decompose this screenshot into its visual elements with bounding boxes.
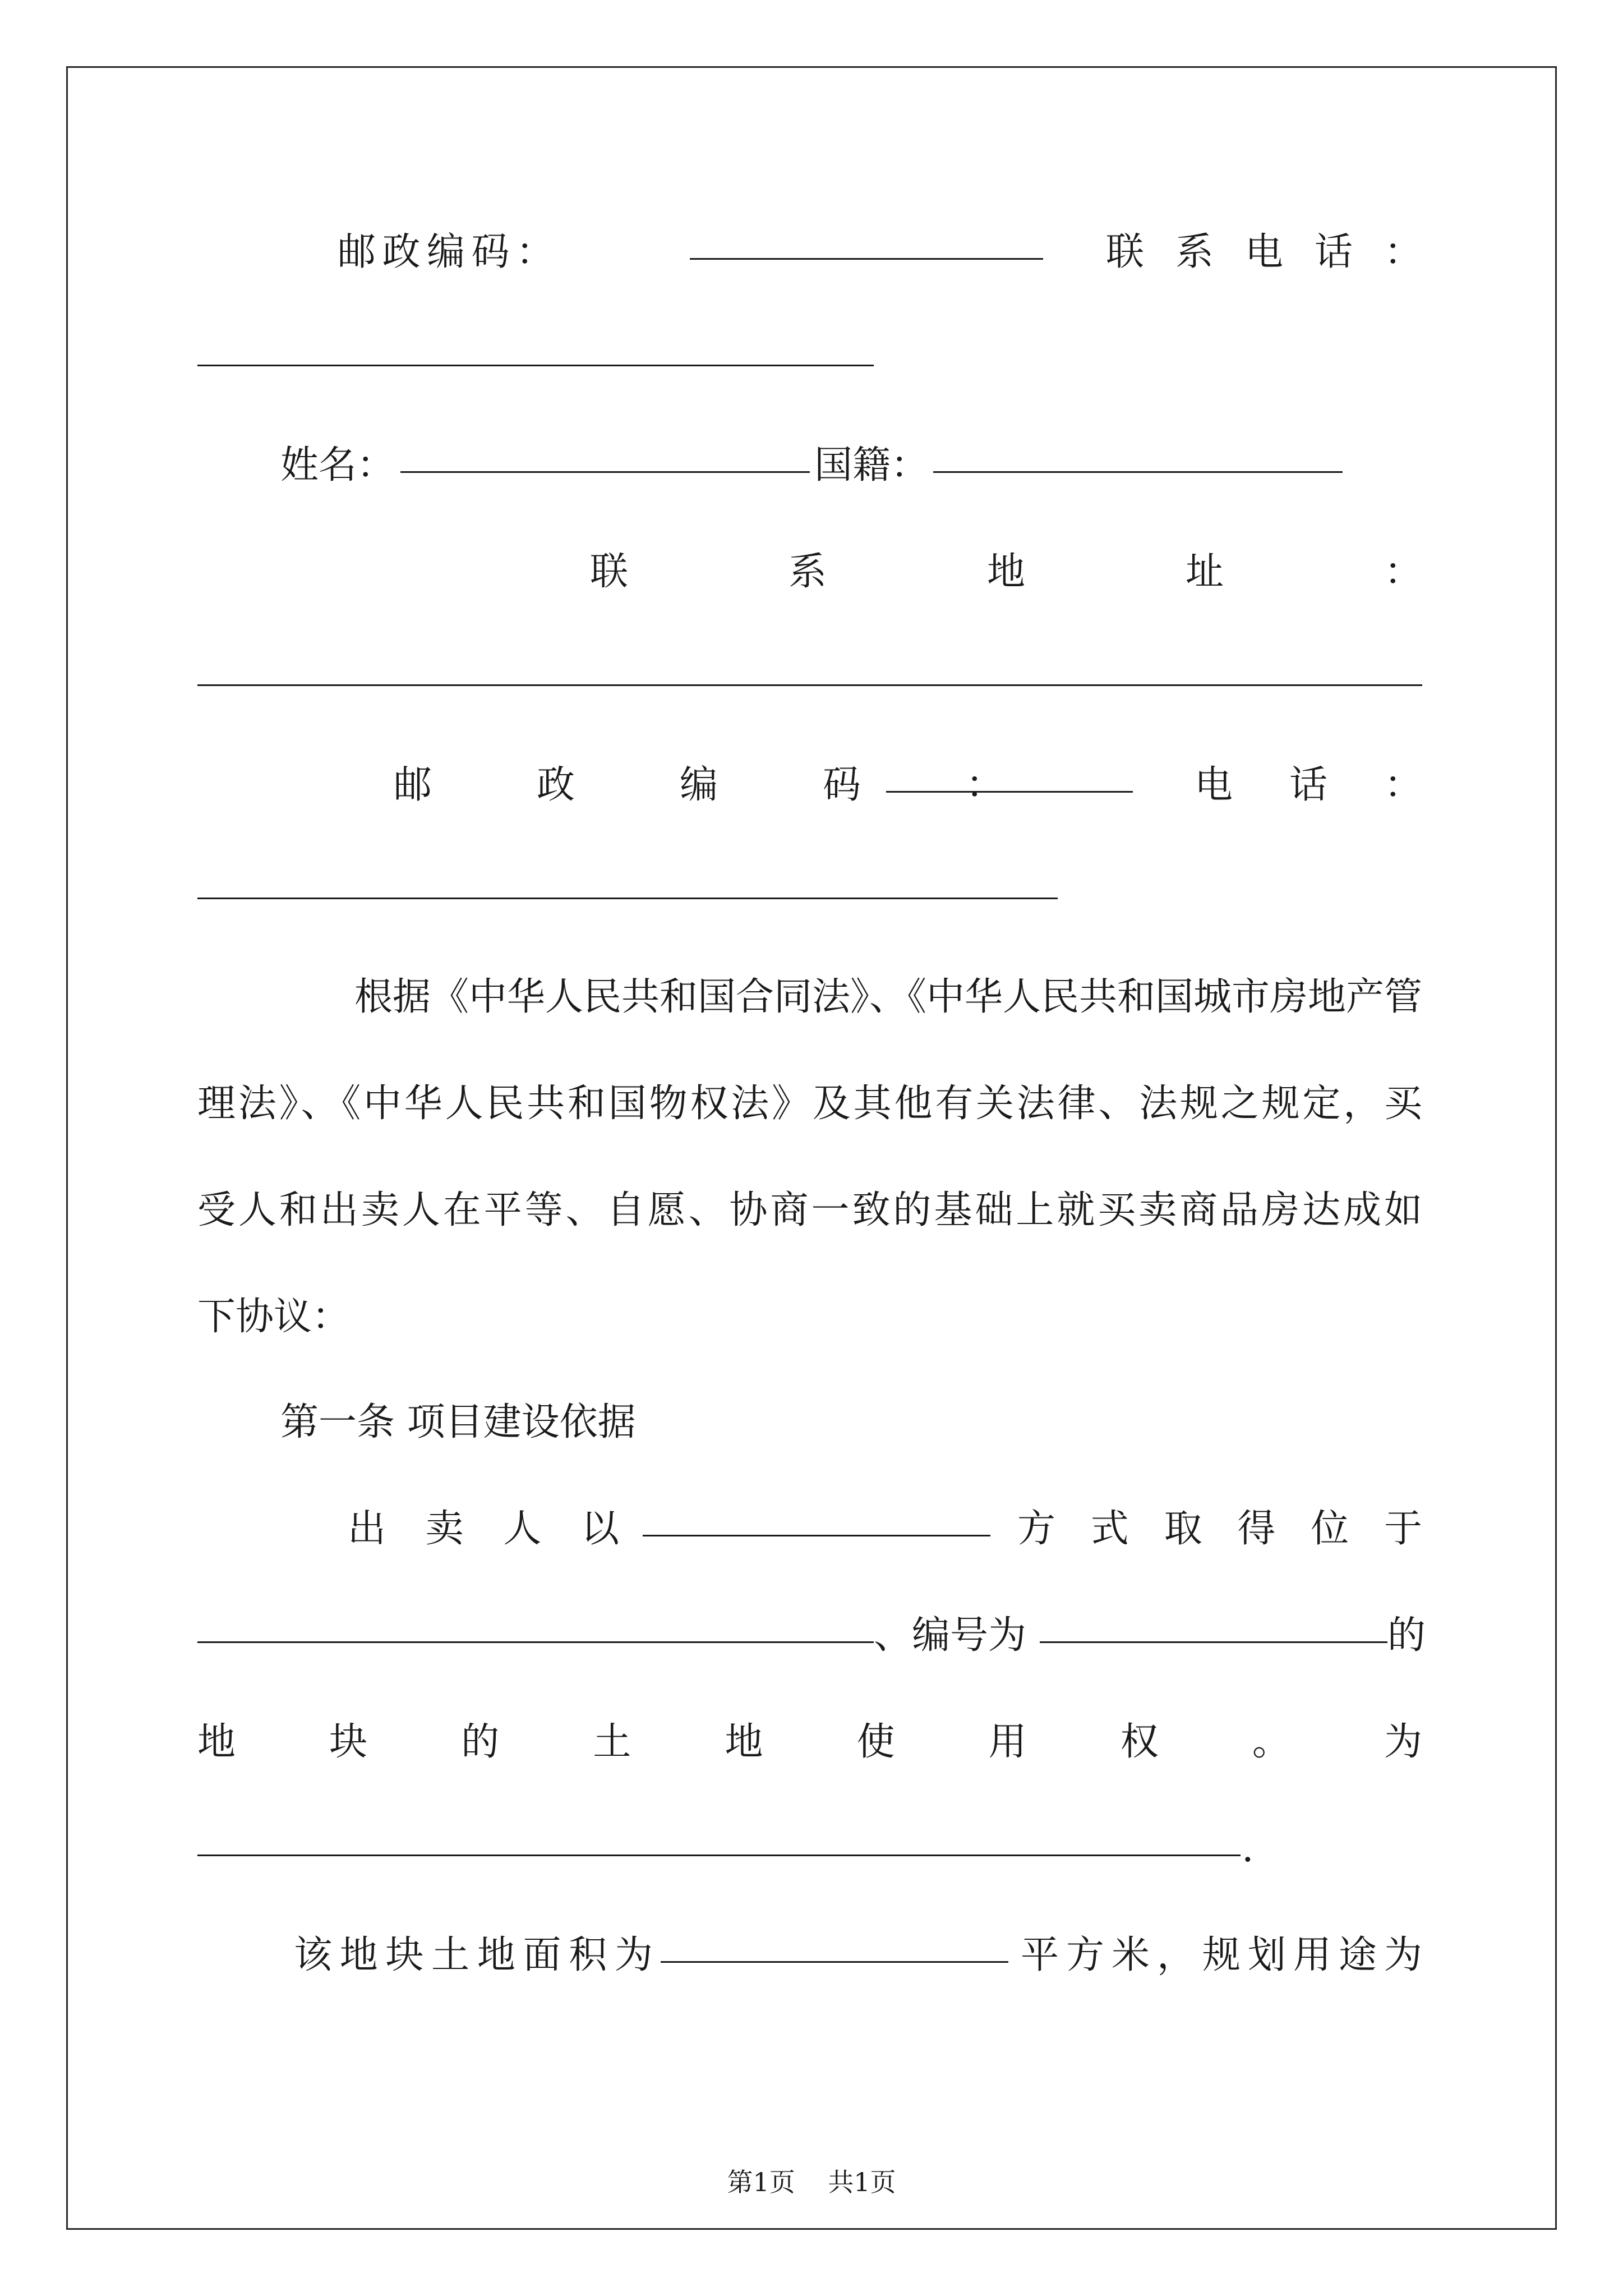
buyer-nationality-label: 国籍： bbox=[814, 443, 929, 487]
article-1-line-3: 地 块 的 土 地 使 用 权 。 为 bbox=[197, 1720, 1422, 1764]
period-char: . bbox=[1242, 1826, 1254, 1871]
preamble-line-1: 根据《中华人民共和国合同法》、《中华人民共和国城市房地产管 bbox=[354, 975, 1422, 1019]
seller-contact-line bbox=[197, 224, 1422, 280]
seller-prefix: 出 卖 人 以 bbox=[348, 1507, 619, 1551]
buyer-name-line bbox=[197, 438, 1422, 494]
buyer-address-label-line bbox=[197, 544, 1422, 600]
buyer-contact-line bbox=[197, 757, 1422, 813]
page-number-footer: 第1页 共1页 bbox=[727, 2167, 896, 2197]
area-suffix: 平 方 米 ， 规 划 用 途 为 bbox=[1021, 1933, 1422, 1977]
seller-postal-code-label: 邮 政 编 码 ： bbox=[338, 230, 554, 274]
land-area-field[interactable] bbox=[661, 1927, 1008, 1963]
project-name-field[interactable] bbox=[197, 1821, 1241, 1856]
buyer-nationality-field[interactable] bbox=[933, 438, 1343, 473]
acquisition-method-field[interactable] bbox=[643, 1501, 990, 1536]
method-suffix: 方 式 取 得 位 于 bbox=[1017, 1507, 1422, 1551]
buyer-postal-code-label: 邮 政 编 码 ： bbox=[394, 763, 1004, 807]
buyer-address-field[interactable] bbox=[197, 651, 1422, 686]
article-1-line-4 bbox=[197, 1821, 1422, 1877]
seller-phone-field-line bbox=[197, 331, 1422, 387]
buyer-name-field[interactable] bbox=[400, 438, 810, 473]
preamble-line-3: 受人和出卖人在平等、自愿、协商一致的基础上就买卖商品房达成如 bbox=[197, 1188, 1422, 1232]
page-border bbox=[66, 66, 1557, 2230]
buyer-phone-field-line bbox=[197, 864, 1422, 920]
article-1-line-5 bbox=[197, 1927, 1422, 1984]
buyer-phone-field[interactable] bbox=[197, 864, 1058, 899]
area-prefix: 该 地 块 土 地 面 积 为 bbox=[294, 1933, 653, 1977]
seller-phone-field[interactable] bbox=[197, 331, 874, 366]
article-1-heading: 第一条 项目建设依据 bbox=[280, 1400, 636, 1444]
buyer-name-label: 姓名： bbox=[280, 443, 395, 487]
seller-phone-label: 联 系 电 话 ： bbox=[1106, 230, 1422, 274]
land-location-field[interactable] bbox=[197, 1608, 874, 1643]
land-number-field[interactable] bbox=[1040, 1608, 1387, 1643]
preamble-line-4: 下协议： bbox=[197, 1295, 351, 1339]
buyer-postal-code-field[interactable] bbox=[886, 757, 1133, 793]
buyer-address-label: 联 系 地 址 ： bbox=[590, 550, 1422, 594]
of-char: 的 bbox=[1387, 1613, 1426, 1658]
article-1-line-2 bbox=[197, 1608, 1426, 1664]
seller-postal-code-field[interactable] bbox=[690, 224, 1043, 260]
buyer-phone-label: 电 话 ： bbox=[1195, 763, 1422, 807]
preamble-line-2: 理法》、《中华人民共和国物权法》及其他有关法律、法规之规定，买 bbox=[197, 1082, 1422, 1126]
number-label: 、编号为 bbox=[874, 1613, 1027, 1658]
buyer-address-field-line bbox=[197, 651, 1422, 707]
article-1-line-1 bbox=[197, 1501, 1422, 1557]
